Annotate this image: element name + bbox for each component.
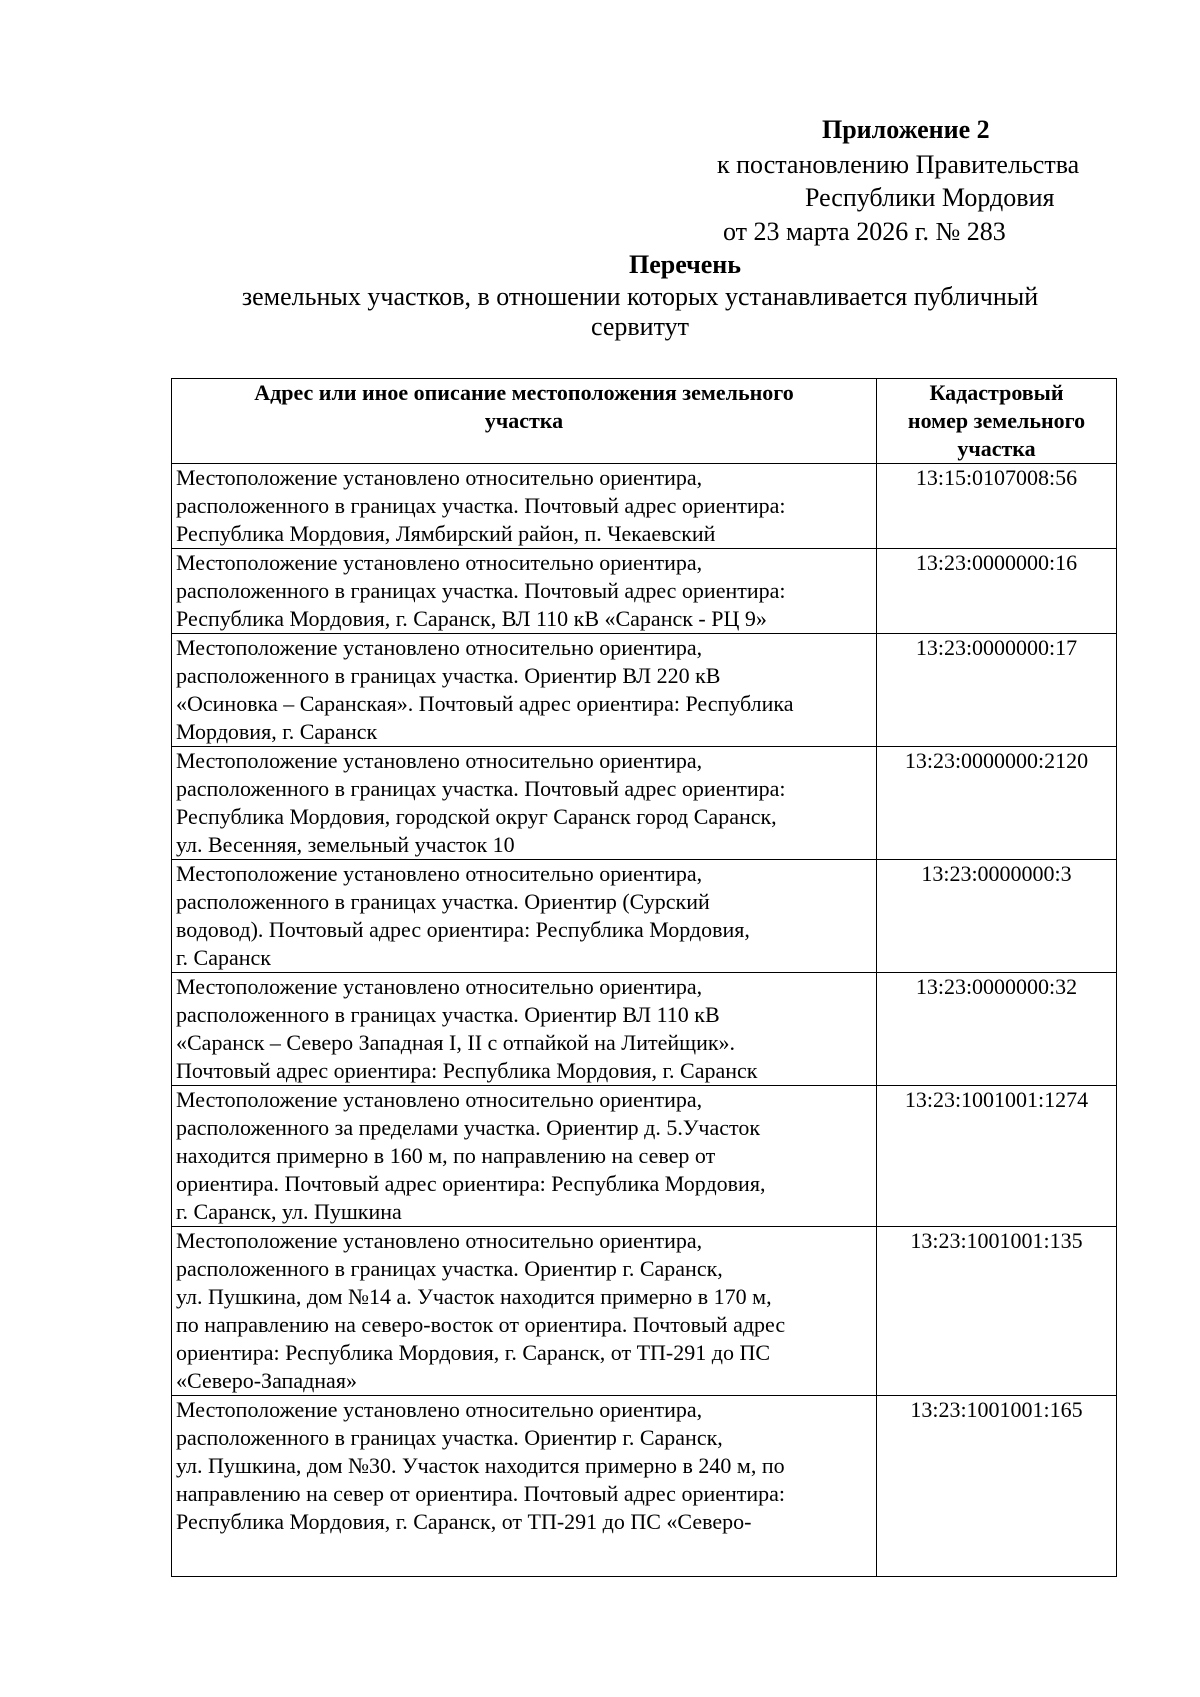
cadastral-number-cell: 13:23:0000000:3 (877, 860, 1117, 973)
address-cell (172, 860, 877, 973)
table-row (172, 549, 1117, 634)
address-line: ул. Пушкина, дом №14 а. Участок находится примерно в 170 м, (176, 1284, 772, 1309)
table-row (172, 1396, 1117, 1577)
address-cell (172, 464, 877, 549)
cadastral-number-cell: 13:23:1001001:165 (877, 1396, 1117, 1577)
document-title: Перечень (628, 250, 742, 279)
cadastral-number-cell: 13:23:0000000:2120 (877, 747, 1117, 860)
address-line: ориентира. Почтовый адрес ориентира: Республика Мордовия, (176, 1171, 766, 1196)
address-line: ул. Весенняя, земельный участок 10 (176, 832, 515, 857)
address-line: расположенного в границах участка. Ориентир г. Саранск, (176, 1425, 723, 1450)
table-header-row (172, 379, 1117, 464)
address-line: Республика Мордовия, городской округ Саранск город Саранск, (176, 804, 777, 829)
address-cell (172, 973, 877, 1086)
cadastral-number-cell: 13:23:1001001:1274 (877, 1086, 1117, 1227)
address-line: Республика Мордовия, г. Саранск, ВЛ 110 кВ «Саранск - РЦ 9» (176, 606, 767, 631)
cadastral-number-cell: 13:23:1001001:135 (877, 1227, 1117, 1396)
address-line: Местоположение установлено относительно ориентира, (176, 1087, 703, 1112)
address-line: Местоположение установлено относительно ориентира, (176, 550, 703, 575)
header-line: номер земельного (907, 408, 1086, 433)
appendix-title: Приложение 2 (822, 115, 990, 144)
address-line: Местоположение установлено относительно ориентира, (176, 635, 703, 660)
address-line: г. Саранск (176, 945, 271, 970)
table-row (172, 1227, 1117, 1396)
address-line: Почтовый адрес ориентира: Республика Мордовия, г. Саранск (176, 1058, 758, 1083)
table-row (172, 860, 1117, 973)
address-line: г. Саранск, ул. Пушкина (176, 1199, 402, 1224)
subtitle-line: земельных участков, в отношении которых устанавливается публичный (241, 282, 1039, 311)
address-line: ул. Пушкина, дом №30. Участок находится примерно в 240 м, по (176, 1453, 785, 1478)
cadastral-number-cell: 13:15:0107008:56 (877, 464, 1117, 549)
address-line: расположенного в границах участка. Ориентир (Сурский (176, 889, 710, 914)
address-line: Республика Мордовия, г. Саранск, от ТП-291 до ПС «Северо- (176, 1509, 752, 1534)
address-line: Мордовия, г. Саранск (176, 719, 378, 744)
header-line: Адрес или иное описание местоположения земельного (254, 380, 794, 405)
address-line: расположенного в границах участка. Почтовый адрес ориентира: (176, 776, 786, 801)
table-row (172, 1086, 1117, 1227)
republic-line: Республики Мордовия (805, 183, 1055, 212)
address-line: Местоположение установлено относительно ориентира, (176, 974, 703, 999)
cadastral-column-header (877, 379, 1117, 464)
table-row (172, 464, 1117, 549)
subtitle-line: сервитут (591, 312, 689, 341)
address-cell (172, 1086, 877, 1227)
address-line: «Северо-Западная» (176, 1368, 357, 1393)
table-row (172, 747, 1117, 860)
address-cell (172, 549, 877, 634)
document-subtitle (190, 282, 1090, 342)
cadastral-number-cell: 13:23:0000000:32 (877, 973, 1117, 1086)
address-column-header (172, 379, 877, 464)
address-line: расположенного в границах участка. Почтовый адрес ориентира: (176, 578, 786, 603)
address-cell (172, 1227, 877, 1396)
address-line: направлению на север от ориентира. Почтовый адрес ориентира: (176, 1481, 786, 1506)
address-line: водовод). Почтовый адрес ориентира: Республика Мордовия, (176, 917, 750, 942)
address-line: Республика Мордовия, Лямбирский район, п. Чекаевский (176, 521, 716, 546)
address-line: расположенного в границах участка. Ориентир ВЛ 110 кВ (176, 1002, 720, 1027)
address-line: расположенного в границах участка. Почтовый адрес ориентира: (176, 493, 786, 518)
address-cell (172, 634, 877, 747)
date-line: от 23 марта 2026 г. № 283 (723, 217, 1006, 246)
address-line: расположенного в границах участка. Ориентир г. Саранск, (176, 1256, 723, 1281)
header-line: участка (484, 408, 564, 433)
header-line: Кадастровый (929, 380, 1064, 405)
address-line: «Осиновка – Саранская». Почтовый адрес ориентира: Республика (176, 691, 794, 716)
land-plots-table (171, 378, 1117, 1577)
address-line: по направлению на северо-восток от ориентира. Почтовый адрес (176, 1312, 786, 1337)
table-row (172, 973, 1117, 1086)
address-line: Местоположение установлено относительно ориентира, (176, 1397, 703, 1422)
address-line: «Саранск – Северо Западная I, II с отпайкой на Литейщик». (176, 1030, 736, 1055)
header-line: участка (957, 436, 1036, 461)
address-line: Местоположение установлено относительно ориентира, (176, 1228, 703, 1253)
address-line: расположенного за пределами участка. Ориентир д. 5.Участок (176, 1115, 761, 1140)
address-line: Местоположение установлено относительно ориентира, (176, 748, 703, 773)
address-line: расположенного в границах участка. Ориентир ВЛ 220 кВ (176, 663, 721, 688)
cadastral-number-cell: 13:23:0000000:16 (877, 549, 1117, 634)
address-line: Местоположение установлено относительно ориентира, (176, 465, 703, 490)
table-row (172, 634, 1117, 747)
address-line: Местоположение установлено относительно ориентира, (176, 861, 703, 886)
resolution-line: к постановлению Правительства (717, 150, 1080, 179)
cadastral-number-cell: 13:23:0000000:17 (877, 634, 1117, 747)
address-cell (172, 747, 877, 860)
address-line: ориентира: Республика Мордовия, г. Саранск, от ТП-291 до ПС (176, 1340, 770, 1365)
address-line: находится примерно в 160 м, по направлению на север от (176, 1143, 716, 1168)
address-cell (172, 1396, 877, 1577)
